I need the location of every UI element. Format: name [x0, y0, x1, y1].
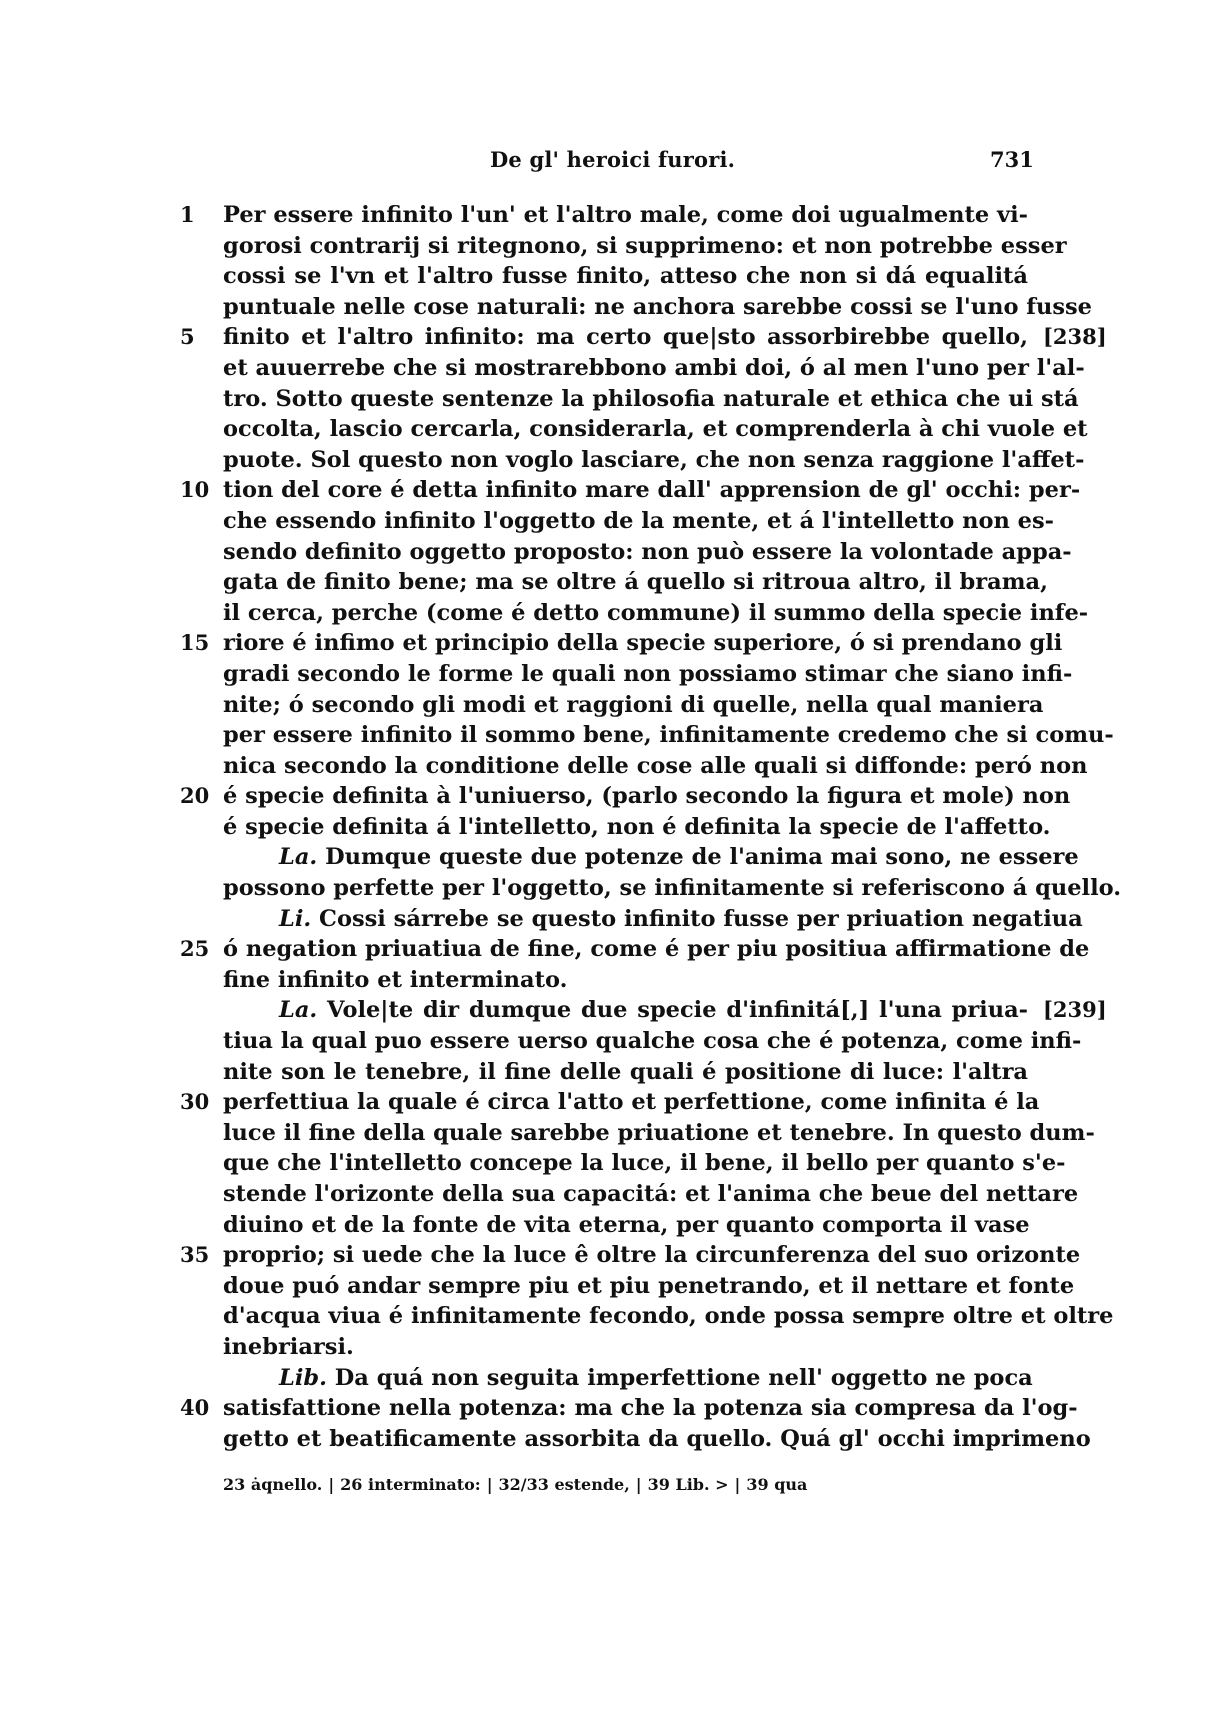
running-title: De gl' heroici furori. — [490, 147, 736, 172]
line-text: tro. Sotto queste sentenze la philosofia naturale et ethica che ui stá — [223, 385, 1079, 412]
text-line — [223, 842, 1079, 873]
text-line — [223, 812, 1051, 843]
text-line — [223, 873, 1122, 904]
line-text: Vole|te dir dumque due specie d'infinitá[,] l'una priua- — [327, 997, 1028, 1024]
page-reference: [239] — [1043, 997, 1107, 1023]
main-text — [180, 200, 1122, 1454]
text-line — [180, 781, 1071, 812]
page-number: 731 — [990, 147, 1034, 172]
text-line — [223, 1363, 1033, 1394]
line-text: satisfattione nella potenza: ma che la potenza sia compresa da l'og- — [223, 1395, 1078, 1422]
line-text: finito et l'altro infinito: ma certo que|sto assorbirebbe quello, — [223, 324, 1028, 351]
line-text: diuino et de la fonte de vita eterna, per quanto comporta il vase — [223, 1211, 1030, 1238]
speaker-label: La. — [279, 997, 318, 1024]
text-line — [223, 720, 1114, 751]
text-line — [223, 598, 1089, 629]
text-line — [223, 1271, 1075, 1302]
line-text: gata de finito bene; ma se oltre á quello si ritroua altro, il brama, — [223, 569, 1048, 596]
apparatus-separator: | — [734, 1475, 741, 1494]
line-text: luce il fine della quale sarebbe priuatione et tenebre. In questo dum- — [223, 1119, 1095, 1146]
line-text: é specie definita à l'uniuerso, (parlo secondo la figura et mole) non — [223, 783, 1071, 810]
speaker-label: Lib. — [279, 1364, 327, 1391]
line-text: perfettiua la quale é circa l'atto et perfettione, come infinita é la — [223, 1089, 1040, 1116]
text-line — [223, 1148, 1066, 1179]
line-text: d'acqua viua é infinitamente fecondo, onde possa sempre oltre et oltre — [223, 1303, 1114, 1330]
line-number: 25 — [180, 936, 210, 962]
apparatus-separator: | — [486, 1475, 493, 1494]
line-text: per essere infinito il sommo bene, infinitamente credemo che si comu- — [223, 722, 1114, 749]
text-line — [223, 292, 1092, 323]
apparatus-entry: 23 ȧqnello. — [223, 1475, 323, 1494]
line-text: proprio; si uede che la luce ê oltre la circunferenza del suo orizonte — [223, 1242, 1081, 1269]
page-reference: [238] — [1043, 324, 1107, 350]
text-line — [180, 200, 1029, 231]
line-text: nica secondo la conditione delle cose alle quali si diffonde: peró non — [223, 752, 1088, 779]
line-text: ó negation priuatiua de fine, come é per piu positiua affirmatione de — [223, 936, 1090, 963]
text-line — [180, 1240, 1081, 1271]
line-text: che essendo infinito l'oggetto de la mente, et á l'intelletto non es- — [223, 507, 1054, 534]
text-line — [223, 537, 1072, 568]
line-text: nite son le tenebre, il fine delle quali é positione di luce: l'altra — [223, 1058, 1028, 1085]
apparatus-entry: 32/33 estende, — [498, 1475, 630, 1494]
line-text: riore é infimo et principio della specie superiore, ó si prendano gli — [223, 630, 1063, 657]
line-text: Cossi sárrebe se questo infinito fusse per priuation negatiua — [319, 905, 1083, 932]
text-line — [223, 1118, 1095, 1149]
apparatus-separator: | — [635, 1475, 642, 1494]
text-line — [223, 1026, 1082, 1057]
text-line — [180, 475, 1081, 506]
text-line — [223, 904, 1083, 935]
text-line — [223, 231, 1067, 262]
line-number: 30 — [180, 1089, 210, 1115]
text-line — [223, 965, 1028, 996]
text-line — [223, 995, 1107, 1026]
line-text: gorosi contrarij si ritegnono, si supprimeno: et non potrebbe esser — [223, 232, 1067, 259]
text-line — [180, 628, 1063, 659]
speaker-label: La. — [279, 844, 318, 871]
text-line — [223, 261, 1028, 292]
apparatus-entry: 26 interminato: — [340, 1475, 481, 1494]
line-number: 20 — [180, 783, 210, 809]
line-text: puntuale nelle cose naturali: ne anchora sarebbe cossi se l'uno fusse — [223, 293, 1092, 320]
text-line — [223, 751, 1088, 782]
text-line — [223, 1210, 1028, 1241]
line-text: cossi se l'vn et l'altro fusse finito, atteso che non si dá equalitá — [223, 263, 1028, 290]
text-line — [223, 567, 1048, 598]
line-text: fine infinito et interminato. — [223, 966, 568, 993]
text-line — [180, 322, 1107, 353]
line-text: et auuerrebe che si mostrarebbono ambi doi, ó al men l'uno per l'al- — [223, 354, 1085, 381]
line-text: sendo definito oggetto proposto: non può essere la volontade appa- — [223, 538, 1072, 565]
text-line — [223, 414, 1088, 445]
line-text: tiua la qual puo essere uerso qualche cosa che é potenza, come infi- — [223, 1028, 1082, 1055]
line-text: getto et beatificamente assorbita da quello. Quá gl' occhi imprimeno — [223, 1425, 1091, 1452]
text-line — [223, 1057, 1028, 1088]
line-text: Dumque queste due potenze de l'anima mai sono, ne essere — [325, 844, 1079, 871]
line-text: que che l'intelletto concepe la luce, il bene, il bello per quanto s'e- — [223, 1150, 1066, 1177]
line-number: 1 — [180, 202, 195, 227]
text-line — [223, 1424, 1091, 1455]
text-line — [223, 659, 1073, 690]
line-text: nite; ó secondo gli modi et raggioni di quelle, nella qual maniera — [223, 691, 1044, 718]
speaker-label: Li. — [279, 905, 312, 932]
text-line — [223, 384, 1079, 415]
text-line — [223, 1332, 1028, 1363]
line-text: Da quá non seguita imperfettione nell' oggetto ne poca — [334, 1364, 1033, 1391]
line-number: 5 — [180, 324, 195, 350]
critical-apparatus — [223, 1475, 807, 1494]
text-line — [223, 1179, 1079, 1210]
apparatus-entry: 39 Lib. > — [647, 1475, 729, 1494]
text-line — [180, 1393, 1078, 1424]
line-text: possono perfette per l'oggetto, se infinitamente si referiscono á quello. — [223, 875, 1122, 902]
text-line — [223, 506, 1054, 537]
text-line — [180, 1087, 1040, 1118]
line-text: occolta, lascio cercarla, considerarla, et comprenderla à chi vuole et — [223, 416, 1088, 443]
line-text: Per essere infinito l'un' et l'altro male, come doi ugualmente vi- — [223, 202, 1029, 228]
apparatus-separator: | — [328, 1475, 335, 1494]
text-line — [223, 690, 1044, 721]
line-text: é specie definita á l'intelletto, non é definita la specie de l'affetto. — [223, 813, 1051, 840]
line-number: 40 — [180, 1395, 210, 1421]
line-text: inebriarsi. — [223, 1333, 354, 1360]
line-text: doue puó andar sempre piu et piu penetrando, et il nettare et fonte — [223, 1272, 1075, 1299]
apparatus-entry: 39 qua — [746, 1475, 808, 1494]
line-number: 35 — [180, 1242, 210, 1268]
text-line — [223, 353, 1085, 384]
text-line — [223, 445, 1085, 476]
line-number: 10 — [180, 477, 210, 503]
line-text: stende l'orizonte della sua capacitá: et l'anima che beue del nettare — [223, 1181, 1079, 1207]
line-number: 15 — [180, 630, 210, 656]
line-text: tion del core é detta infinito mare dall' apprension de gl' occhi: per- — [223, 477, 1081, 504]
line-text: il cerca, perche (come é detto commune) il summo della specie infe- — [223, 599, 1089, 626]
text-line — [223, 1301, 1114, 1332]
text-line — [180, 934, 1090, 965]
line-text: gradi secondo le forme le quali non possiamo stimar che siano infi- — [223, 660, 1073, 687]
line-text: puote. Sol questo non voglo lasciare, che non senza raggione l'affet- — [223, 446, 1085, 473]
